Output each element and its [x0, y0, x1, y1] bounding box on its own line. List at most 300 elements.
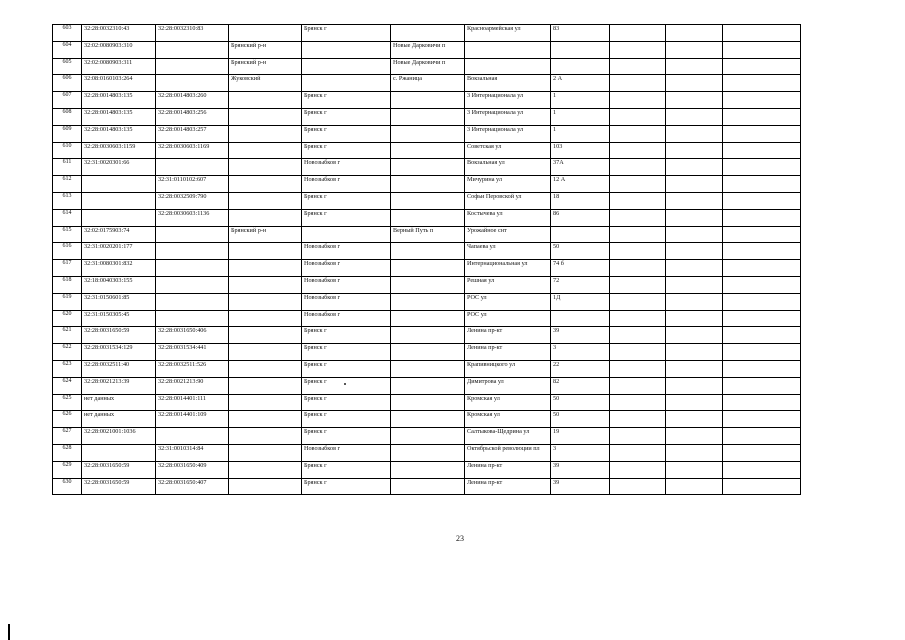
table-cell — [391, 125, 465, 142]
table-cell — [391, 428, 465, 445]
table-cell: 50 — [551, 243, 610, 260]
table-cell: 628 — [53, 444, 82, 461]
table-row — [53, 293, 801, 310]
table-cell: 32:31:0150305:45 — [82, 310, 156, 327]
table-cell — [551, 41, 610, 58]
table-cell — [666, 360, 723, 377]
table-cell: Брянск г — [302, 142, 391, 159]
table-cell — [610, 75, 666, 92]
table-cell: 32:28:0021001:1036 — [82, 428, 156, 445]
table-cell — [610, 41, 666, 58]
table-cell: 612 — [53, 176, 82, 193]
table-cell — [391, 327, 465, 344]
table-cell: 624 — [53, 377, 82, 394]
table-cell: 32:28:0031650:406 — [156, 327, 229, 344]
table-cell: 605 — [53, 58, 82, 75]
table-cell: 72 — [551, 276, 610, 293]
table-cell: 32:28:0031650:59 — [82, 461, 156, 478]
table-cell — [156, 75, 229, 92]
table-cell — [229, 478, 302, 495]
table-cell — [229, 461, 302, 478]
table-cell: 32:31:0020201:177 — [82, 243, 156, 260]
table-cell: 39 — [551, 461, 610, 478]
table-cell — [610, 142, 666, 159]
table-cell — [723, 310, 801, 327]
table-cell: 1 — [551, 125, 610, 142]
table-row — [53, 394, 801, 411]
table-cell — [723, 377, 801, 394]
table-cell: 32:28:0014803:256 — [156, 108, 229, 125]
table-row — [53, 444, 801, 461]
table-cell: 3 Интернационала ул — [465, 108, 551, 125]
table-cell — [465, 41, 551, 58]
table-cell — [229, 444, 302, 461]
table-cell — [551, 58, 610, 75]
table-cell — [229, 25, 302, 42]
table-cell — [229, 310, 302, 327]
table-cell: Салтыкова-Щедрина ул — [465, 428, 551, 445]
table-cell — [391, 394, 465, 411]
table-cell: 83 — [551, 25, 610, 42]
table-cell: 32:28:0030603:1159 — [82, 142, 156, 159]
table-cell — [666, 41, 723, 58]
table-row — [53, 25, 801, 42]
table-cell: Брянск г — [302, 377, 391, 394]
table-cell: 3 Интернационала ул — [465, 125, 551, 142]
table-cell — [666, 209, 723, 226]
table-cell: нет данных — [82, 394, 156, 411]
table-cell: 32:02:0080903:311 — [82, 58, 156, 75]
table-cell: Крапивницкого ул — [465, 360, 551, 377]
table-cell: 37А — [551, 159, 610, 176]
table-cell — [156, 159, 229, 176]
table-cell: 32:28:0031650:407 — [156, 478, 229, 495]
table-cell — [666, 310, 723, 327]
table-cell — [391, 192, 465, 209]
table-cell: Новые Дарковичи п — [391, 41, 465, 58]
table-cell — [610, 176, 666, 193]
table-cell — [229, 142, 302, 159]
table-cell: 39 — [551, 478, 610, 495]
table-cell — [391, 25, 465, 42]
table-cell — [610, 226, 666, 243]
table-cell — [610, 293, 666, 310]
table-row — [53, 360, 801, 377]
table-cell: РОС ул — [465, 293, 551, 310]
table-cell — [610, 344, 666, 361]
table-cell — [229, 108, 302, 125]
table-cell — [229, 92, 302, 109]
table-cell: 32:02:0080903:310 — [82, 41, 156, 58]
table-row — [53, 243, 801, 260]
table-cell — [229, 192, 302, 209]
table-cell — [391, 142, 465, 159]
table-cell: 32:28:0031650:409 — [156, 461, 229, 478]
table-row — [53, 327, 801, 344]
table-cell — [666, 327, 723, 344]
table-cell — [391, 411, 465, 428]
table-cell: 86 — [551, 209, 610, 226]
table-cell: Октябрьской революции пл — [465, 444, 551, 461]
table-cell — [666, 394, 723, 411]
table-cell — [82, 209, 156, 226]
table-cell: 3 — [551, 444, 610, 461]
table-cell: Новозыбков г — [302, 276, 391, 293]
table-cell — [610, 411, 666, 428]
table-cell — [391, 344, 465, 361]
table-cell — [229, 327, 302, 344]
table-cell: 39 — [551, 327, 610, 344]
table-cell — [551, 310, 610, 327]
table-cell — [391, 293, 465, 310]
table-cell — [666, 159, 723, 176]
table-cell — [723, 58, 801, 75]
table-cell: 1Д — [551, 293, 610, 310]
table-cell: 609 — [53, 125, 82, 142]
table-cell — [610, 310, 666, 327]
table-cell — [302, 41, 391, 58]
table-cell: 615 — [53, 226, 82, 243]
table-cell — [610, 92, 666, 109]
table-cell — [723, 411, 801, 428]
table-cell: Брянск г — [302, 192, 391, 209]
table-cell — [723, 461, 801, 478]
table-cell — [666, 58, 723, 75]
table-cell: 32:28:0014803:135 — [82, 108, 156, 125]
table-cell — [82, 192, 156, 209]
table-cell — [666, 142, 723, 159]
table-cell — [723, 260, 801, 277]
table-cell — [723, 293, 801, 310]
table-cell — [229, 260, 302, 277]
table-cell — [465, 58, 551, 75]
table-cell — [723, 394, 801, 411]
table-cell: 82 — [551, 377, 610, 394]
table-row — [53, 159, 801, 176]
table-cell — [666, 108, 723, 125]
table-cell — [391, 260, 465, 277]
table-cell — [723, 209, 801, 226]
table-cell: 32:28:0014401:109 — [156, 411, 229, 428]
table-cell — [610, 192, 666, 209]
table-cell: Новозыбков г — [302, 260, 391, 277]
table-cell — [610, 58, 666, 75]
table-cell: 32:28:0021213:90 — [156, 377, 229, 394]
table-cell — [156, 260, 229, 277]
table-cell — [610, 25, 666, 42]
table-cell — [723, 327, 801, 344]
table-cell — [391, 276, 465, 293]
table-cell: Новозыбков г — [302, 243, 391, 260]
table-cell: 623 — [53, 360, 82, 377]
table-cell — [723, 428, 801, 445]
table-cell: 620 — [53, 310, 82, 327]
table-cell — [610, 394, 666, 411]
table-cell: Новозыбков г — [302, 293, 391, 310]
table-row — [53, 142, 801, 159]
table-cell — [229, 159, 302, 176]
table-cell: 32:31:0080301:832 — [82, 260, 156, 277]
table-cell: Новые Дарковичи п — [391, 58, 465, 75]
table-cell — [391, 360, 465, 377]
table-cell — [391, 176, 465, 193]
table-cell — [391, 209, 465, 226]
table-cell: 32:28:0032310:83 — [156, 25, 229, 42]
table-cell: 32:28:0032511:40 — [82, 360, 156, 377]
table-cell — [302, 58, 391, 75]
table-cell: 608 — [53, 108, 82, 125]
table-cell: 32:28:0014803:135 — [82, 125, 156, 142]
table-cell: 18 — [551, 192, 610, 209]
table-cell: с. Ржаница — [391, 75, 465, 92]
table-cell — [666, 25, 723, 42]
table-cell: Новозыбков г — [302, 176, 391, 193]
table-cell — [666, 192, 723, 209]
table-cell: 32:31:0010314:84 — [156, 444, 229, 461]
table-cell: 32:28:0030603:1169 — [156, 142, 229, 159]
table-row — [53, 461, 801, 478]
table-cell — [156, 293, 229, 310]
table-cell: Новозыбков г — [302, 444, 391, 461]
table-row — [53, 377, 801, 394]
table-cell — [723, 41, 801, 58]
table-row — [53, 75, 801, 92]
property-register-table — [52, 24, 801, 495]
table-cell — [723, 92, 801, 109]
table-cell: Новозыбков г — [302, 159, 391, 176]
table-row — [53, 192, 801, 209]
table-cell — [229, 276, 302, 293]
table-row — [53, 125, 801, 142]
table-cell: Чапаева ул — [465, 243, 551, 260]
table-cell: Брянск г — [302, 209, 391, 226]
table-cell — [229, 243, 302, 260]
table-cell — [723, 243, 801, 260]
table-cell — [229, 293, 302, 310]
table-row — [53, 428, 801, 445]
table-cell: нет данных — [82, 411, 156, 428]
table-cell: Брянск г — [302, 394, 391, 411]
table-cell: 621 — [53, 327, 82, 344]
table-cell: 613 — [53, 192, 82, 209]
table-cell — [666, 461, 723, 478]
table-cell: 627 — [53, 428, 82, 445]
table-cell — [156, 58, 229, 75]
table-cell — [666, 444, 723, 461]
table-cell — [666, 377, 723, 394]
table-cell — [391, 377, 465, 394]
table-cell — [229, 125, 302, 142]
table-cell: Брянск г — [302, 92, 391, 109]
table-cell — [156, 243, 229, 260]
table-cell — [229, 209, 302, 226]
table-cell — [302, 226, 391, 243]
table-cell: 614 — [53, 209, 82, 226]
table-cell: 74 б — [551, 260, 610, 277]
table-cell: 2 А — [551, 75, 610, 92]
table-cell — [610, 478, 666, 495]
table-cell: Брянск г — [302, 25, 391, 42]
table-cell: 32:28:0014803:260 — [156, 92, 229, 109]
table-cell — [666, 243, 723, 260]
table-cell — [391, 310, 465, 327]
table-cell: РОС ул — [465, 310, 551, 327]
table-cell: 616 — [53, 243, 82, 260]
table-cell — [156, 310, 229, 327]
table-cell — [391, 92, 465, 109]
table-cell: Кромская ул — [465, 411, 551, 428]
table-cell — [666, 428, 723, 445]
table-cell — [666, 260, 723, 277]
table-cell — [666, 176, 723, 193]
table-cell — [723, 159, 801, 176]
table-cell — [610, 108, 666, 125]
table-cell: 610 — [53, 142, 82, 159]
table-cell: 630 — [53, 478, 82, 495]
table-cell — [723, 444, 801, 461]
page-number: 23 — [456, 534, 464, 543]
table-row — [53, 108, 801, 125]
table-cell — [156, 428, 229, 445]
table-cell — [229, 377, 302, 394]
table-cell — [666, 75, 723, 92]
table-cell — [666, 125, 723, 142]
table-row — [53, 58, 801, 75]
table-row — [53, 209, 801, 226]
table-cell — [610, 276, 666, 293]
table-cell — [610, 125, 666, 142]
table-cell — [723, 25, 801, 42]
table-cell — [391, 243, 465, 260]
table-cell: Брянск г — [302, 461, 391, 478]
table-cell: 32:28:0014803:135 — [82, 92, 156, 109]
table-cell — [723, 176, 801, 193]
table-row — [53, 411, 801, 428]
table-cell — [610, 444, 666, 461]
table-cell — [82, 176, 156, 193]
table-row — [53, 176, 801, 193]
table-cell: 32:28:0032511:526 — [156, 360, 229, 377]
table-cell — [156, 276, 229, 293]
table-cell: Жуковский — [229, 75, 302, 92]
table-cell — [666, 411, 723, 428]
table-cell — [666, 344, 723, 361]
table-cell — [666, 293, 723, 310]
table-cell — [229, 344, 302, 361]
table-cell: 604 — [53, 41, 82, 58]
table-cell: 32:28:0032310:43 — [82, 25, 156, 42]
table-cell — [229, 428, 302, 445]
table-cell: Решная ул — [465, 276, 551, 293]
table-cell — [229, 394, 302, 411]
table-cell — [551, 226, 610, 243]
table-cell: Вокзальная ул — [465, 159, 551, 176]
table-cell: Советская ул — [465, 142, 551, 159]
table-cell: 32:28:0031650:59 — [82, 327, 156, 344]
table-cell — [723, 192, 801, 209]
table-cell: 606 — [53, 75, 82, 92]
table-cell: Брянск г — [302, 108, 391, 125]
table-cell — [610, 327, 666, 344]
table-cell: Брянский р-н — [229, 58, 302, 75]
table-cell: 50 — [551, 411, 610, 428]
table-cell: 103 — [551, 142, 610, 159]
table-cell — [610, 243, 666, 260]
table-cell: Красноармейская ул — [465, 25, 551, 42]
table-cell: Кромская ул — [465, 394, 551, 411]
table-cell: 32:31:0150601:85 — [82, 293, 156, 310]
table-cell — [666, 478, 723, 495]
table-cell — [156, 41, 229, 58]
table-body — [53, 25, 801, 495]
table-cell: Брянск г — [302, 327, 391, 344]
table-cell: Ленина пр-кт — [465, 344, 551, 361]
table-cell — [610, 260, 666, 277]
table-cell: 32:28:0014803:257 — [156, 125, 229, 142]
table-cell — [723, 226, 801, 243]
table-row — [53, 260, 801, 277]
scan-edge-mark — [8, 624, 10, 640]
table-cell: 3 Интернационала ул — [465, 92, 551, 109]
table-cell: Брянск г — [302, 411, 391, 428]
table-cell: 617 — [53, 260, 82, 277]
table-cell — [229, 360, 302, 377]
table-cell — [229, 176, 302, 193]
table-cell: Брянск г — [302, 428, 391, 445]
table-cell — [723, 108, 801, 125]
table-cell — [610, 428, 666, 445]
table-cell — [666, 92, 723, 109]
table-cell — [391, 478, 465, 495]
table-cell: Интернациональная ул — [465, 260, 551, 277]
table-cell: 50 — [551, 394, 610, 411]
table-cell: 19 — [551, 428, 610, 445]
table-cell: Урожайное снт — [465, 226, 551, 243]
table-cell: 1 — [551, 108, 610, 125]
table-cell — [391, 108, 465, 125]
table-cell: Ленина пр-кт — [465, 327, 551, 344]
table-cell — [723, 478, 801, 495]
table-cell: Брянский р-н — [229, 226, 302, 243]
table-cell — [610, 159, 666, 176]
table-cell: 611 — [53, 159, 82, 176]
table-cell — [723, 75, 801, 92]
table-cell — [391, 159, 465, 176]
table-cell: Верный Путь п — [391, 226, 465, 243]
table-cell: Ленина пр-кт — [465, 461, 551, 478]
table-cell: Брянск г — [302, 360, 391, 377]
table-cell: 22 — [551, 360, 610, 377]
table-cell — [723, 276, 801, 293]
table-cell: 622 — [53, 344, 82, 361]
table-cell: 32:31:0110102:607 — [156, 176, 229, 193]
table-cell: 32:28:0031534:129 — [82, 344, 156, 361]
table-cell: 625 — [53, 394, 82, 411]
table-cell: 618 — [53, 276, 82, 293]
table-cell — [610, 360, 666, 377]
table-row — [53, 41, 801, 58]
table-cell — [610, 461, 666, 478]
table-row — [53, 344, 801, 361]
table-cell — [229, 411, 302, 428]
table-cell: 32:08:0160103:264 — [82, 75, 156, 92]
table-cell: Новозыбков г — [302, 310, 391, 327]
table-cell: 32:31:0020301:66 — [82, 159, 156, 176]
table-cell — [82, 444, 156, 461]
table-cell: 32:02:0175903:74 — [82, 226, 156, 243]
table-cell: 32:18:0040303:155 — [82, 276, 156, 293]
table-row — [53, 226, 801, 243]
